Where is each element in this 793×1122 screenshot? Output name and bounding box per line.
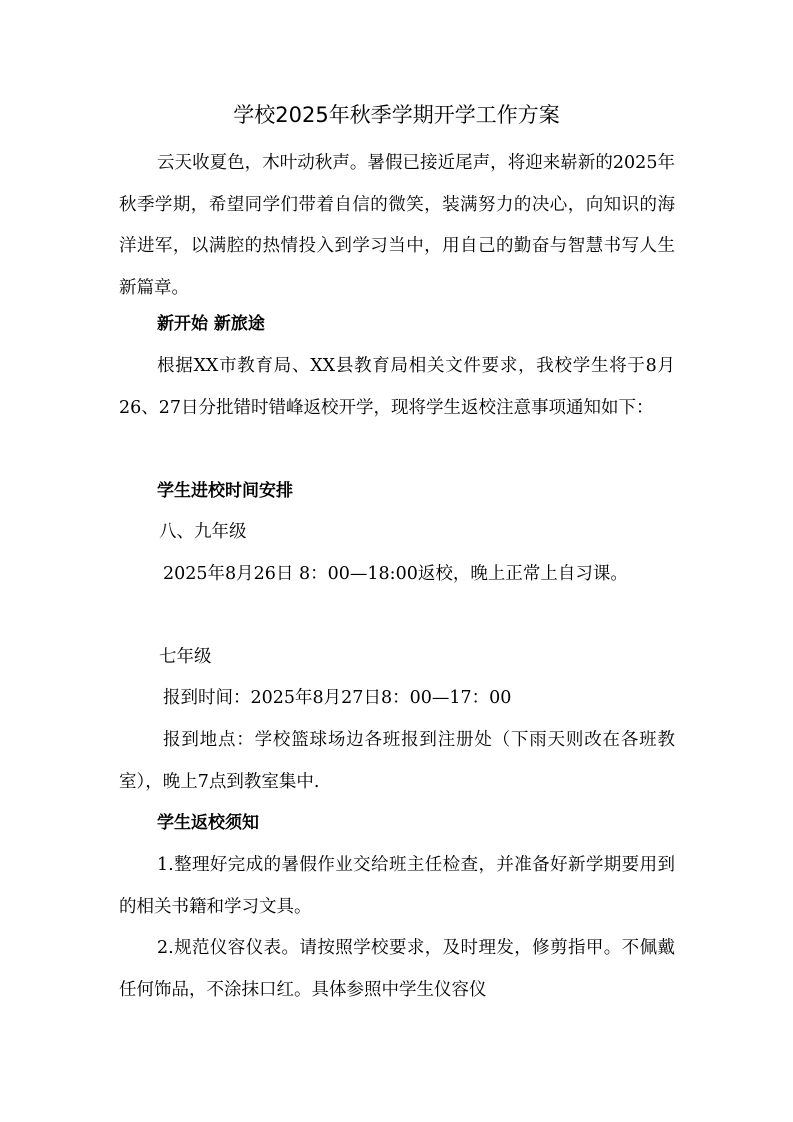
- heading-new-start: 新开始 新旅途: [157, 314, 265, 334]
- grade-7-time: 报到时间：2025年8月27日8：00—17：00: [163, 688, 512, 708]
- list-item-homework: 1.整理好完成的暑假作业交给班主任检查，并准备好新学期要用到的相关书籍和学习文具。: [119, 855, 675, 917]
- list-item-appearance: 2.规范仪容仪表。请按照学校要求，及时理发，修剪指甲。不佩戴任何饰品，不涂抹口红。具体参照中学生仪容仪: [119, 938, 675, 1000]
- grade-89-label: 八、九年级: [159, 522, 247, 542]
- document-title: 学校2025年秋季学期开学工作方案: [233, 103, 560, 127]
- notice-paragraph: 根据XX市教育局、XX县教育局相关文件要求，我校学生将于8月26、27日分批错时错峰返校开学，现将学生返校注意事项通知如下：: [119, 356, 675, 418]
- heading-arrival-schedule: 学生进校时间安排: [157, 481, 293, 501]
- grade-7-place: 报到地点：学校篮球场边各班报到注册处（下雨天则改在各班教室），晚上7点到教室集中.: [119, 730, 675, 792]
- intro-paragraph: 云天收夏色，木叶动秋声。暑假已接近尾声，将迎来崭新的2025年秋季学期，希望同学们带着自信的微笑，装满努力的决心，向知识的海洋进军，以满腔的热情投入到学习当中，用自己的勤奋与智慧书写人生新篇章。: [119, 153, 675, 298]
- grade-7-label: 七年级: [159, 647, 212, 667]
- grade-89-time: 2025年8月26日 8：00—18:00返校，晚上正常上自习课。: [163, 564, 628, 584]
- heading-return-notes: 学生返校须知: [157, 813, 259, 833]
